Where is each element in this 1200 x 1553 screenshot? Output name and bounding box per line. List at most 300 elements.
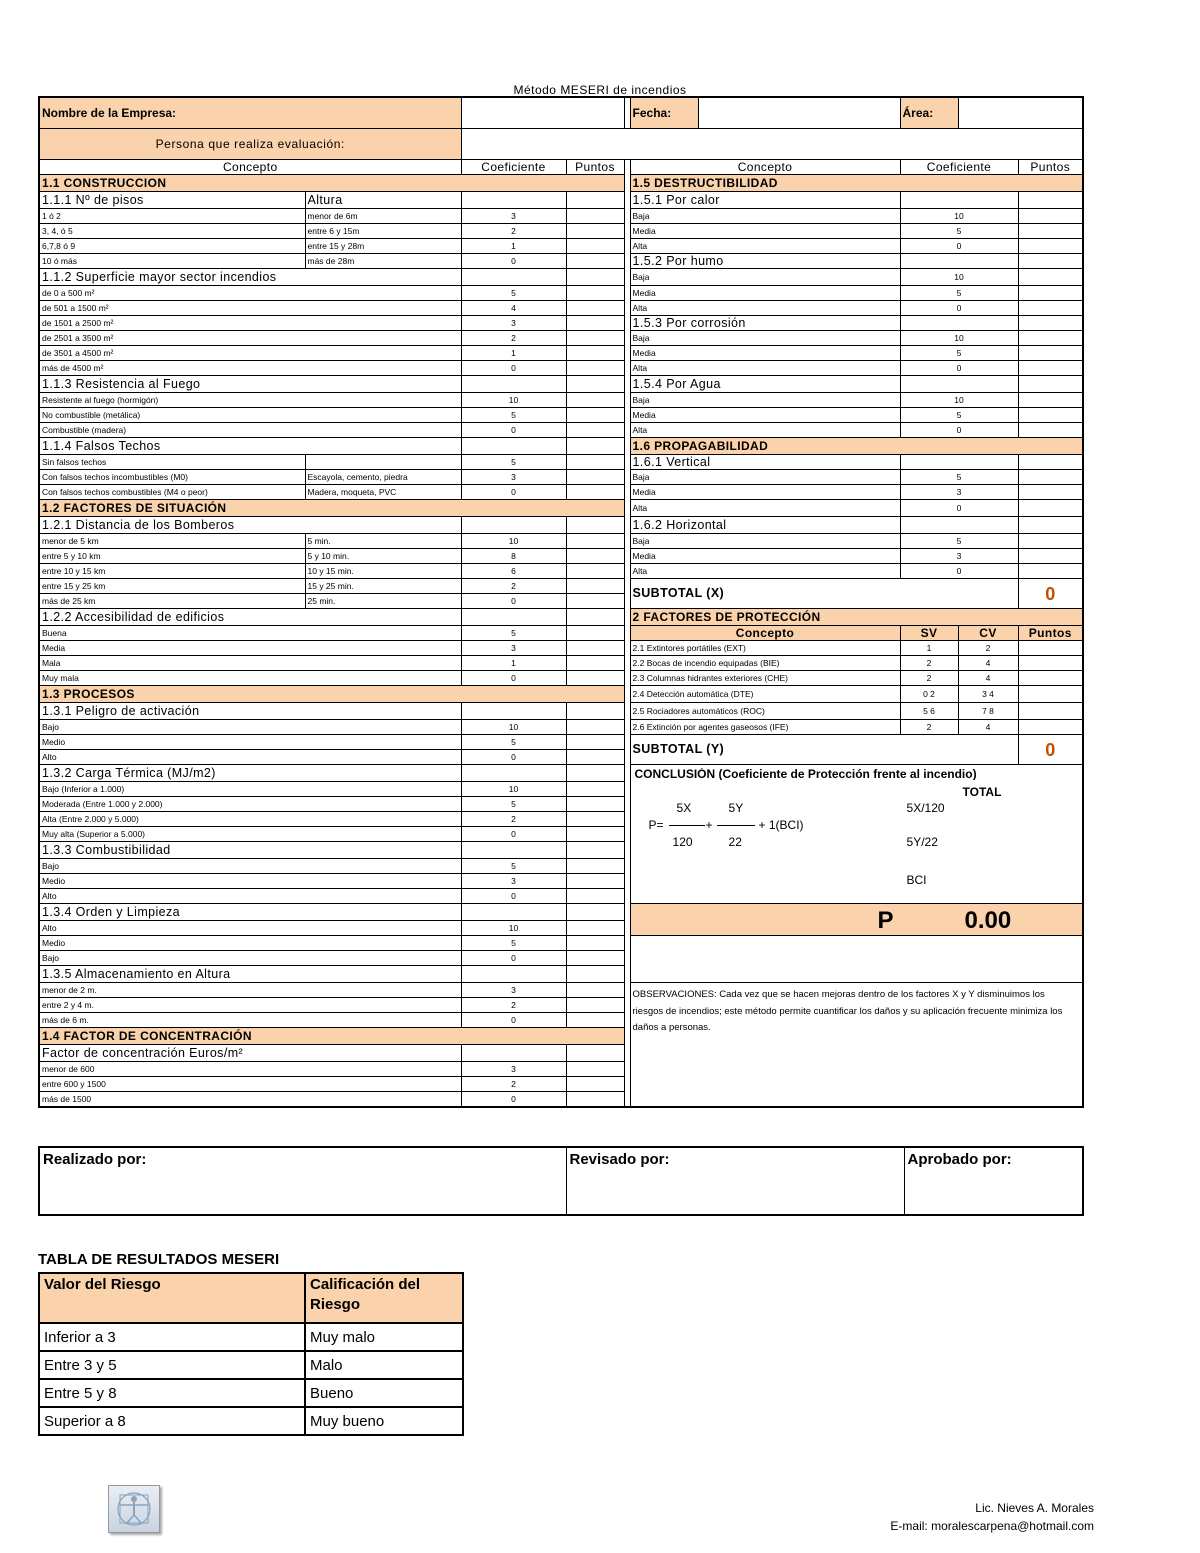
activacion-row-label: Medio bbox=[39, 735, 461, 750]
puntos-input[interactable] bbox=[1018, 254, 1083, 269]
page-title: Método MESERI de incendios bbox=[513, 83, 687, 97]
result-row bbox=[39, 1351, 463, 1379]
carga-row-label: Muy alta (Superior a 5.000) bbox=[39, 827, 461, 842]
puntos-input[interactable] bbox=[566, 827, 624, 842]
coef-cell bbox=[461, 192, 566, 209]
euros-row-label: más de 1500 bbox=[39, 1092, 461, 1108]
footer-author: Lic. Nieves A. Morales bbox=[975, 1501, 1094, 1515]
puntos-input[interactable] bbox=[1018, 301, 1083, 316]
puntos-input[interactable] bbox=[566, 316, 624, 331]
proteccion-row-cv: 2 bbox=[958, 641, 1018, 656]
resistencia-row-coef: 5 bbox=[461, 408, 566, 423]
col-coeficiente-r: Coeficiente bbox=[900, 160, 1018, 175]
gap bbox=[624, 1077, 630, 1092]
almacenamiento-row-label: menor de 2 m. bbox=[39, 983, 461, 998]
puntos-input[interactable] bbox=[1018, 517, 1083, 534]
humo-row-label: Media bbox=[630, 286, 900, 301]
formula-y-den: 22 bbox=[728, 835, 742, 849]
proteccion-row-sv: 5 6 bbox=[900, 703, 958, 720]
altura-header: Altura bbox=[305, 192, 461, 209]
puntos-input[interactable] bbox=[1018, 720, 1083, 735]
puntos-input[interactable] bbox=[566, 594, 624, 609]
puntos-input[interactable] bbox=[566, 361, 624, 376]
horizontal-row-coef: 3 bbox=[900, 549, 1018, 564]
puntos-input[interactable] bbox=[1018, 470, 1083, 485]
puntos-input[interactable] bbox=[566, 998, 624, 1013]
accesibilidad-row-label: Buena bbox=[39, 626, 461, 641]
sub-corrosion: 1.5.3 Por corrosión bbox=[630, 316, 900, 331]
section-proteccion: 2 FACTORES DE PROTECCIÓN bbox=[630, 609, 1083, 626]
vertical-row-label: Baja bbox=[630, 470, 900, 485]
formula-bci: + 1(BCI) bbox=[758, 818, 804, 832]
superficie-row-label: de 3501 a 4500 m² bbox=[39, 346, 461, 361]
puntos-input[interactable] bbox=[566, 1077, 624, 1092]
activacion-row-coef: 0 bbox=[461, 750, 566, 765]
humo-row-coef: 0 bbox=[900, 301, 1018, 316]
proteccion-row-label: 2.6 Extinción por agentes gaseosos (IFE) bbox=[630, 720, 900, 735]
empresa-label: Nombre de la Empresa: bbox=[39, 97, 461, 129]
puntos-input[interactable] bbox=[1018, 671, 1083, 686]
puntos-input[interactable] bbox=[566, 1062, 624, 1077]
superficie-row-coef: 0 bbox=[461, 361, 566, 376]
calor-row-label: Baja bbox=[630, 209, 900, 224]
corrosion-row-coef: 5 bbox=[900, 346, 1018, 361]
combustibilidad-row-label: Alto bbox=[39, 889, 461, 904]
corrosion-row-label: Alta bbox=[630, 361, 900, 376]
sub-resistencia: 1.1.3 Resistencia al Fuego bbox=[39, 376, 461, 393]
puntos-input[interactable] bbox=[566, 269, 624, 286]
puntos-input[interactable] bbox=[1018, 408, 1083, 423]
result-valor: Superior a 8 bbox=[39, 1407, 305, 1435]
col-puntos-r: Puntos bbox=[1018, 160, 1083, 175]
puntos-input[interactable] bbox=[566, 889, 624, 904]
carga-row-label: Bajo (Inferior a 1.000) bbox=[39, 782, 461, 797]
proteccion-row-label: 2.5 Rociadores automáticos (ROC) bbox=[630, 703, 900, 720]
puntos-input[interactable] bbox=[566, 254, 624, 269]
logo-vitruvian-icon bbox=[108, 1485, 160, 1533]
almacenamiento-row-coef: 2 bbox=[461, 998, 566, 1013]
techos-row-coef: 3 bbox=[461, 470, 566, 485]
proteccion-row-label: 2.1 Extintores portátiles (EXT) bbox=[630, 641, 900, 656]
puntos-input[interactable] bbox=[566, 720, 624, 735]
puntos-input[interactable] bbox=[566, 641, 624, 656]
footer-email[interactable]: E-mail: moralescarpena@hotmail.com bbox=[890, 1519, 1094, 1533]
puntos-input[interactable] bbox=[566, 1013, 624, 1028]
calc-y: 5Y/22 bbox=[906, 835, 938, 849]
puntos-input[interactable] bbox=[566, 408, 624, 423]
sub-almacenamiento: 1.3.5 Almacenamiento en Altura bbox=[39, 966, 461, 983]
prot-col-concepto: Concepto bbox=[630, 626, 900, 641]
corrosion-row-coef: 10 bbox=[900, 331, 1018, 346]
puntos-input[interactable] bbox=[566, 455, 624, 470]
puntos-input[interactable] bbox=[566, 797, 624, 812]
calor-row-coef: 0 bbox=[900, 239, 1018, 254]
euros-row-label: entre 600 y 1500 bbox=[39, 1077, 461, 1092]
gap bbox=[624, 966, 630, 983]
result-row bbox=[39, 1407, 463, 1435]
coef-cell bbox=[461, 609, 566, 626]
formula-p: P= bbox=[648, 818, 664, 832]
bomberos-row-coef: 6 bbox=[461, 564, 566, 579]
proteccion-row-label: 2.4 Detección automática (DTE) bbox=[630, 686, 900, 703]
calor-row-label: Alta bbox=[630, 239, 900, 254]
conclusion-block bbox=[630, 765, 1083, 904]
prot-col-puntos: Puntos bbox=[1018, 626, 1083, 641]
puntos-input[interactable] bbox=[566, 331, 624, 346]
puntos-input[interactable] bbox=[566, 936, 624, 951]
puntos-input[interactable] bbox=[566, 656, 624, 671]
puntos-input[interactable] bbox=[1018, 423, 1083, 438]
bomberos-row-detail: 5 min. bbox=[305, 534, 461, 549]
puntos-input[interactable] bbox=[566, 549, 624, 564]
puntos-input[interactable] bbox=[1018, 534, 1083, 549]
horizontal-row-coef: 0 bbox=[900, 564, 1018, 579]
aprobado-por[interactable]: Aprobado por: bbox=[904, 1147, 1083, 1215]
puntos-input[interactable] bbox=[566, 966, 624, 983]
techos-row-label: Sin falsos techos bbox=[39, 455, 305, 470]
gap bbox=[624, 998, 630, 1013]
pisos-row-detail: entre 6 y 15m bbox=[305, 224, 461, 239]
coef-cell bbox=[900, 517, 1018, 534]
resistencia-row-label: Combustible (madera) bbox=[39, 423, 461, 438]
puntos-input[interactable] bbox=[566, 671, 624, 686]
superficie-row-label: de 501 a 1500 m² bbox=[39, 301, 461, 316]
puntos-input[interactable] bbox=[566, 224, 624, 239]
calc-x: 5X/120 bbox=[906, 801, 945, 815]
puntos-input[interactable] bbox=[1018, 239, 1083, 254]
gap bbox=[624, 1062, 630, 1077]
corrosion-row-coef: 0 bbox=[900, 361, 1018, 376]
coef-cell bbox=[461, 1045, 566, 1062]
fecha-label: Fecha: bbox=[630, 97, 698, 129]
calor-row-coef: 5 bbox=[900, 224, 1018, 239]
humo-row-coef: 10 bbox=[900, 269, 1018, 286]
puntos-input[interactable] bbox=[566, 874, 624, 889]
coef-cell bbox=[461, 376, 566, 393]
puntos-input[interactable] bbox=[566, 301, 624, 316]
carga-row-coef: 5 bbox=[461, 797, 566, 812]
puntos-input[interactable] bbox=[1018, 376, 1083, 393]
bomberos-row-label: entre 5 y 10 km bbox=[39, 549, 305, 564]
formula-bar-x bbox=[669, 825, 705, 826]
puntos-input[interactable] bbox=[1018, 500, 1083, 517]
euros-row-coef: 0 bbox=[461, 1092, 566, 1108]
gap bbox=[624, 1092, 630, 1108]
carga-row-coef: 2 bbox=[461, 812, 566, 827]
persona-input[interactable] bbox=[461, 129, 1083, 160]
techos-row-label: Con falsos techos combustibles (M4 o peor) bbox=[39, 485, 305, 500]
coef-cell bbox=[461, 765, 566, 782]
orden-row-coef: 0 bbox=[461, 951, 566, 966]
puntos-input[interactable] bbox=[566, 393, 624, 408]
sub-agua: 1.5.4 Por Agua bbox=[630, 376, 900, 393]
proteccion-row-label: 2.2 Bocas de incendio equipadas (BIE) bbox=[630, 656, 900, 671]
puntos-input[interactable] bbox=[566, 735, 624, 750]
proteccion-row-cv: 4 bbox=[958, 720, 1018, 735]
realizado-por[interactable]: Realizado por: bbox=[39, 1147, 566, 1215]
puntos-input[interactable] bbox=[566, 859, 624, 874]
gap bbox=[624, 750, 630, 765]
bomberos-row-coef: 2 bbox=[461, 579, 566, 594]
vertical-row-label: Media bbox=[630, 485, 900, 500]
result-calificacion: Muy bueno bbox=[305, 1407, 463, 1435]
puntos-input[interactable] bbox=[566, 1092, 624, 1108]
result-row bbox=[39, 1323, 463, 1351]
puntos-input[interactable] bbox=[1018, 316, 1083, 331]
almacenamiento-row-label: más de 6 m. bbox=[39, 1013, 461, 1028]
activacion-row-coef: 5 bbox=[461, 735, 566, 750]
puntos-input[interactable] bbox=[1018, 564, 1083, 579]
superficie-row-coef: 3 bbox=[461, 316, 566, 331]
pisos-row-label: 3, 4, ó 5 bbox=[39, 224, 305, 239]
puntos-input[interactable] bbox=[1018, 192, 1083, 209]
humo-row-label: Alta bbox=[630, 301, 900, 316]
coef-cell bbox=[461, 842, 566, 859]
puntos-input[interactable] bbox=[566, 192, 624, 209]
orden-row-label: Medio bbox=[39, 936, 461, 951]
col-concepto: Concepto bbox=[39, 160, 461, 175]
accesibilidad-row-coef: 1 bbox=[461, 656, 566, 671]
activacion-row-coef: 10 bbox=[461, 720, 566, 735]
superficie-row-label: de 2501 a 3500 m² bbox=[39, 331, 461, 346]
puntos-input[interactable] bbox=[1018, 346, 1083, 361]
sub-vertical: 1.6.1 Vertical bbox=[630, 455, 900, 470]
agua-row-label: Alta bbox=[630, 423, 900, 438]
horizontal-row-label: Media bbox=[630, 549, 900, 564]
bomberos-row-detail: 10 y 15 min. bbox=[305, 564, 461, 579]
carga-row-label: Moderada (Entre 1.000 y 2.000) bbox=[39, 797, 461, 812]
coef-cell bbox=[900, 376, 1018, 393]
revisado-por[interactable]: Revisado por: bbox=[566, 1147, 904, 1215]
coef-cell bbox=[900, 254, 1018, 269]
sub-euros: Factor de concentración Euros/m² bbox=[39, 1045, 461, 1062]
proteccion-row-cv: 4 bbox=[958, 656, 1018, 671]
sub-accesibilidad: 1.2.2 Accesibilidad de edificios bbox=[39, 609, 461, 626]
result-calificacion: Bueno bbox=[305, 1379, 463, 1407]
puntos-input[interactable] bbox=[566, 579, 624, 594]
vertical-row-coef: 3 bbox=[900, 485, 1018, 500]
puntos-input[interactable] bbox=[1018, 331, 1083, 346]
results-table bbox=[38, 1272, 464, 1436]
superficie-row-coef: 4 bbox=[461, 301, 566, 316]
calor-row-coef: 10 bbox=[900, 209, 1018, 224]
horizontal-row-label: Alta bbox=[630, 564, 900, 579]
puntos-input[interactable] bbox=[566, 812, 624, 827]
puntos-input[interactable] bbox=[566, 1045, 624, 1062]
activacion-row-label: Bajo bbox=[39, 720, 461, 735]
section-construccion: 1.1 CONSTRUCCION bbox=[39, 175, 624, 192]
subtotal-x-label: SUBTOTAL (X) bbox=[630, 579, 1018, 609]
proteccion-row-cv: 7 8 bbox=[958, 703, 1018, 720]
puntos-input[interactable] bbox=[1018, 656, 1083, 671]
subtotal-x-value: 0 bbox=[1018, 579, 1083, 609]
puntos-input[interactable] bbox=[566, 703, 624, 720]
section-propagabilidad: 1.6 PROPAGABILIDAD bbox=[630, 438, 1083, 455]
coef-cell bbox=[900, 316, 1018, 331]
coef-cell bbox=[900, 192, 1018, 209]
bomberos-row-coef: 0 bbox=[461, 594, 566, 609]
puntos-input[interactable] bbox=[566, 951, 624, 966]
bomberos-row-detail: 5 y 10 min. bbox=[305, 549, 461, 564]
almacenamiento-row-label: entre 2 y 4 m. bbox=[39, 998, 461, 1013]
orden-row-label: Bajo bbox=[39, 951, 461, 966]
puntos-input[interactable] bbox=[1018, 393, 1083, 408]
bomberos-row-detail: 25 min. bbox=[305, 594, 461, 609]
formula-y-num: 5Y bbox=[728, 801, 744, 815]
sub-humo: 1.5.2 Por humo bbox=[630, 254, 900, 269]
superficie-row-coef: 1 bbox=[461, 346, 566, 361]
humo-row-coef: 5 bbox=[900, 286, 1018, 301]
pisos-row-detail: entre 15 y 28m bbox=[305, 239, 461, 254]
puntos-input[interactable] bbox=[566, 534, 624, 549]
pisos-row-detail: menor de 6m bbox=[305, 209, 461, 224]
observaciones-text: OBSERVACIONES: Cada vez que se hacen mejoras dentro de los factores X y Y disminuimos los riesgos de incendios; este método permite cuantificar los daños y su aplicación frecuente minimiza los daños a personas. bbox=[632, 989, 1063, 1034]
area-input[interactable] bbox=[958, 97, 1083, 129]
area-label: Área: bbox=[900, 97, 958, 129]
sub-activacion: 1.3.1 Peligro de activación bbox=[39, 703, 461, 720]
proteccion-row-label: 2.3 Columnas hidrantes exteriores (CHE) bbox=[630, 671, 900, 686]
pisos-row-detail: más de 28m bbox=[305, 254, 461, 269]
bomberos-row-coef: 8 bbox=[461, 549, 566, 564]
gap bbox=[624, 1045, 630, 1062]
euros-row-label: menor de 600 bbox=[39, 1062, 461, 1077]
corrosion-row-label: Media bbox=[630, 346, 900, 361]
puntos-input[interactable] bbox=[1018, 485, 1083, 500]
puntos-input[interactable] bbox=[566, 286, 624, 301]
almacenamiento-row-coef: 0 bbox=[461, 1013, 566, 1028]
empresa-input[interactable] bbox=[461, 97, 624, 129]
proteccion-row-cv: 4 bbox=[958, 671, 1018, 686]
formula-x-num: 5X bbox=[676, 801, 692, 815]
puntos-input[interactable] bbox=[566, 750, 624, 765]
results-col-calificacion: Calificación del Riesgo bbox=[305, 1273, 463, 1323]
puntos-input[interactable] bbox=[566, 983, 624, 998]
section-situacion: 1.2 FACTORES DE SITUACIÓN bbox=[39, 500, 624, 517]
puntos-input[interactable] bbox=[566, 904, 624, 921]
coef-cell bbox=[461, 517, 566, 534]
puntos-input[interactable] bbox=[566, 609, 624, 626]
gap bbox=[624, 594, 630, 609]
sub-combustibilidad: 1.3.3 Combustibilidad bbox=[39, 842, 461, 859]
section-concentracion: 1.4 FACTOR DE CONCENTRACIÓN bbox=[39, 1028, 624, 1045]
puntos-input[interactable] bbox=[1018, 286, 1083, 301]
puntos-input[interactable] bbox=[1018, 269, 1083, 286]
results-title: TABLA DE RESULTADOS MESERI bbox=[38, 1251, 280, 1268]
puntos-input[interactable] bbox=[566, 564, 624, 579]
puntos-input[interactable] bbox=[566, 782, 624, 797]
accesibilidad-row-label: Muy mala bbox=[39, 671, 461, 686]
superficie-row-coef: 2 bbox=[461, 331, 566, 346]
gap bbox=[624, 1028, 630, 1045]
puntos-input[interactable] bbox=[566, 842, 624, 859]
euros-row-coef: 3 bbox=[461, 1062, 566, 1077]
puntos-input[interactable] bbox=[1018, 361, 1083, 376]
pisos-row-coef: 0 bbox=[461, 254, 566, 269]
prot-col-cv: CV bbox=[958, 626, 1018, 641]
puntos-input[interactable] bbox=[1018, 686, 1083, 703]
proteccion-row-sv: 2 bbox=[900, 656, 958, 671]
puntos-input[interactable] bbox=[566, 423, 624, 438]
gap bbox=[624, 1013, 630, 1028]
persona-label: Persona que realiza evaluación: bbox=[39, 129, 461, 160]
sub-bomberos: 1.2.1 Distancia de los Bomberos bbox=[39, 517, 461, 534]
activacion-row-label: Alto bbox=[39, 750, 461, 765]
pisos-row-label: 6,7,8 ó 9 bbox=[39, 239, 305, 254]
observaciones bbox=[630, 983, 1083, 1108]
proteccion-row-sv: 1 bbox=[900, 641, 958, 656]
accesibilidad-row-coef: 5 bbox=[461, 626, 566, 641]
combustibilidad-row-label: Bajo bbox=[39, 859, 461, 874]
puntos-input[interactable] bbox=[566, 209, 624, 224]
proteccion-row-sv: 2 bbox=[900, 671, 958, 686]
corrosion-row-label: Baja bbox=[630, 331, 900, 346]
sub-horizontal: 1.6.2 Horizontal bbox=[630, 517, 900, 534]
puntos-input[interactable] bbox=[1018, 209, 1083, 224]
agua-row-label: Media bbox=[630, 408, 900, 423]
puntos-input[interactable] bbox=[566, 470, 624, 485]
puntos-input[interactable] bbox=[1018, 224, 1083, 239]
carga-row-coef: 10 bbox=[461, 782, 566, 797]
puntos-input[interactable] bbox=[566, 517, 624, 534]
puntos-input[interactable] bbox=[566, 765, 624, 782]
proteccion-row-cv: 3 4 bbox=[958, 686, 1018, 703]
section-procesos: 1.3 PROCESOS bbox=[39, 686, 624, 703]
combustibilidad-row-coef: 3 bbox=[461, 874, 566, 889]
puntos-input[interactable] bbox=[1018, 703, 1083, 720]
puntos-input[interactable] bbox=[566, 376, 624, 393]
coef-cell bbox=[461, 904, 566, 921]
blank-row bbox=[630, 936, 1083, 983]
techos-row-detail: Escayola, cemento, piedra bbox=[305, 470, 461, 485]
superficie-row-label: más de 4500 m² bbox=[39, 361, 461, 376]
vertical-row-label: Alta bbox=[630, 500, 900, 517]
prot-col-sv: SV bbox=[900, 626, 958, 641]
techos-row-detail bbox=[305, 455, 461, 470]
agua-row-coef: 10 bbox=[900, 393, 1018, 408]
agua-row-label: Baja bbox=[630, 393, 900, 408]
coef-cell bbox=[461, 703, 566, 720]
puntos-input[interactable] bbox=[566, 346, 624, 361]
techos-row-coef: 0 bbox=[461, 485, 566, 500]
combustibilidad-row-coef: 0 bbox=[461, 889, 566, 904]
fecha-input[interactable] bbox=[698, 97, 900, 129]
humo-row-label: Baja bbox=[630, 269, 900, 286]
result-row bbox=[39, 1379, 463, 1407]
conclusion-title: CONCLUSIÓN (Coeficiente de Protección frente al incendio) bbox=[634, 768, 977, 780]
puntos-input[interactable] bbox=[566, 485, 624, 500]
p-result bbox=[630, 904, 1083, 936]
puntos-input[interactable] bbox=[566, 438, 624, 455]
formula-bar-y bbox=[717, 825, 755, 826]
puntos-input[interactable] bbox=[566, 239, 624, 254]
proteccion-row-sv: 0 2 bbox=[900, 686, 958, 703]
accesibilidad-row-label: Mala bbox=[39, 656, 461, 671]
puntos-input[interactable] bbox=[1018, 641, 1083, 656]
puntos-input[interactable] bbox=[1018, 455, 1083, 470]
puntos-input[interactable] bbox=[566, 626, 624, 641]
result-calificacion: Muy malo bbox=[305, 1323, 463, 1351]
sub-carga: 1.3.2 Carga Térmica (MJ/m2) bbox=[39, 765, 461, 782]
puntos-input[interactable] bbox=[566, 921, 624, 936]
total-label: TOTAL bbox=[962, 785, 1002, 799]
euros-row-coef: 2 bbox=[461, 1077, 566, 1092]
formula-x-den: 120 bbox=[672, 835, 693, 849]
puntos-input[interactable] bbox=[1018, 549, 1083, 564]
techos-row-coef: 5 bbox=[461, 455, 566, 470]
sub-calor: 1.5.1 Por calor bbox=[630, 192, 900, 209]
gap bbox=[624, 951, 630, 966]
sub-pisos: 1.1.1 Nº de pisos bbox=[39, 192, 305, 209]
